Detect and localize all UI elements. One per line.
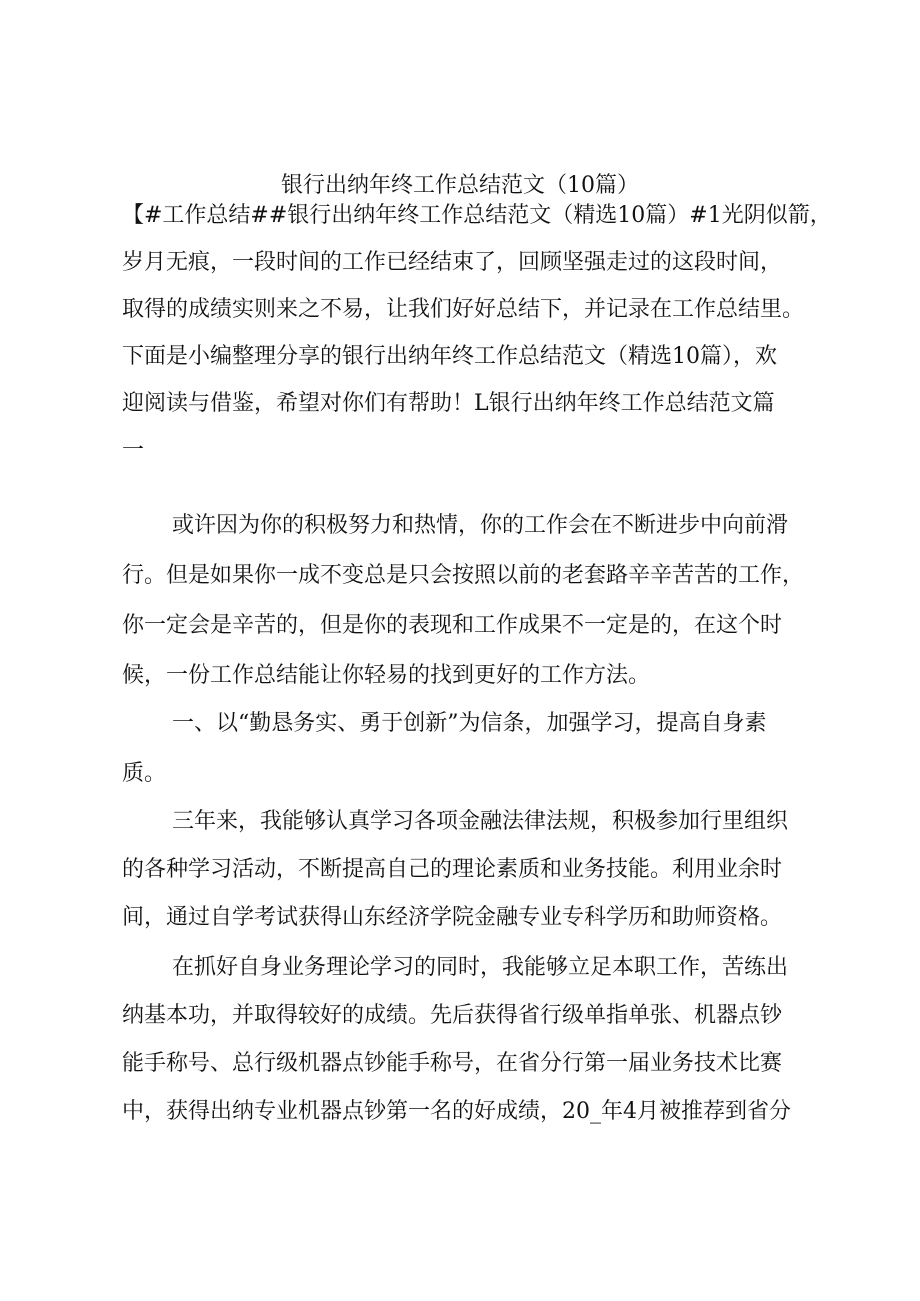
document-title: 银行出纳年终工作总结范文（10篇） [281,173,639,198]
text-line: 的各种学习活动，不断提高自己的理论素质和业务技能。利用业余时 [122,857,783,882]
text-line: 纳基本功，并取得较好的成绩。先后获得省行级单指单张、机器点钞 [122,1003,783,1028]
text-line: 质。 [122,761,167,786]
text-line: 一 [122,438,145,463]
text-line: 取得的成绩实则来之不易，让我们好好总结下，并记录在工作总结里。 [122,297,805,322]
text-line: 中，获得出纳专业机器点钞第一名的好成绩，20_年4月被推荐到省分 [122,1099,791,1124]
text-line: 岁月无痕，一段时间的工作已经结束了，回顾坚强走过的这段时间， [122,250,783,275]
text-line: 迎阅读与借鉴，希望对你们有帮助！L银行出纳年终工作总结范文篇 [122,391,775,416]
text-line: 下面是小编整理分享的银行出纳年终工作总结范文（精选10篇），欢 [122,344,777,369]
text-line: 一、以“勤恳务实、勇于创新”为信条，加强学习，提高自身素 [172,711,767,736]
text-line: 候，一份工作总结能让你轻易的找到更好的工作方法。 [122,663,651,688]
text-line: 你一定会是辛苦的，但是你的表现和工作成果不一定是的，在这个时 [122,613,783,638]
text-line: 或许因为你的积极努力和热情，你的工作会在不断进步中向前滑 [172,513,789,538]
text-line: 【#工作总结##银行出纳年终工作总结范文（精选10篇）#1光阴似箭， [122,203,832,228]
text-line: 行。但是如果你一成不变总是只会按照以前的老套路辛辛苦苦的工作， [122,563,805,588]
text-line: 间，通过自学考试获得山东经济学院金融专业专科学历和助师资格。 [122,905,783,930]
text-line: 在抓好自身业务理论学习的同时，我能够立足本职工作，苦练出 [172,955,789,980]
text-line: 能手称号、总行级机器点钞能手称号，在省分行第一届业务技术比赛 [122,1051,783,1076]
text-line: 三年来，我能够认真学习各项金融法律法规，积极参加行里组织 [172,809,789,834]
